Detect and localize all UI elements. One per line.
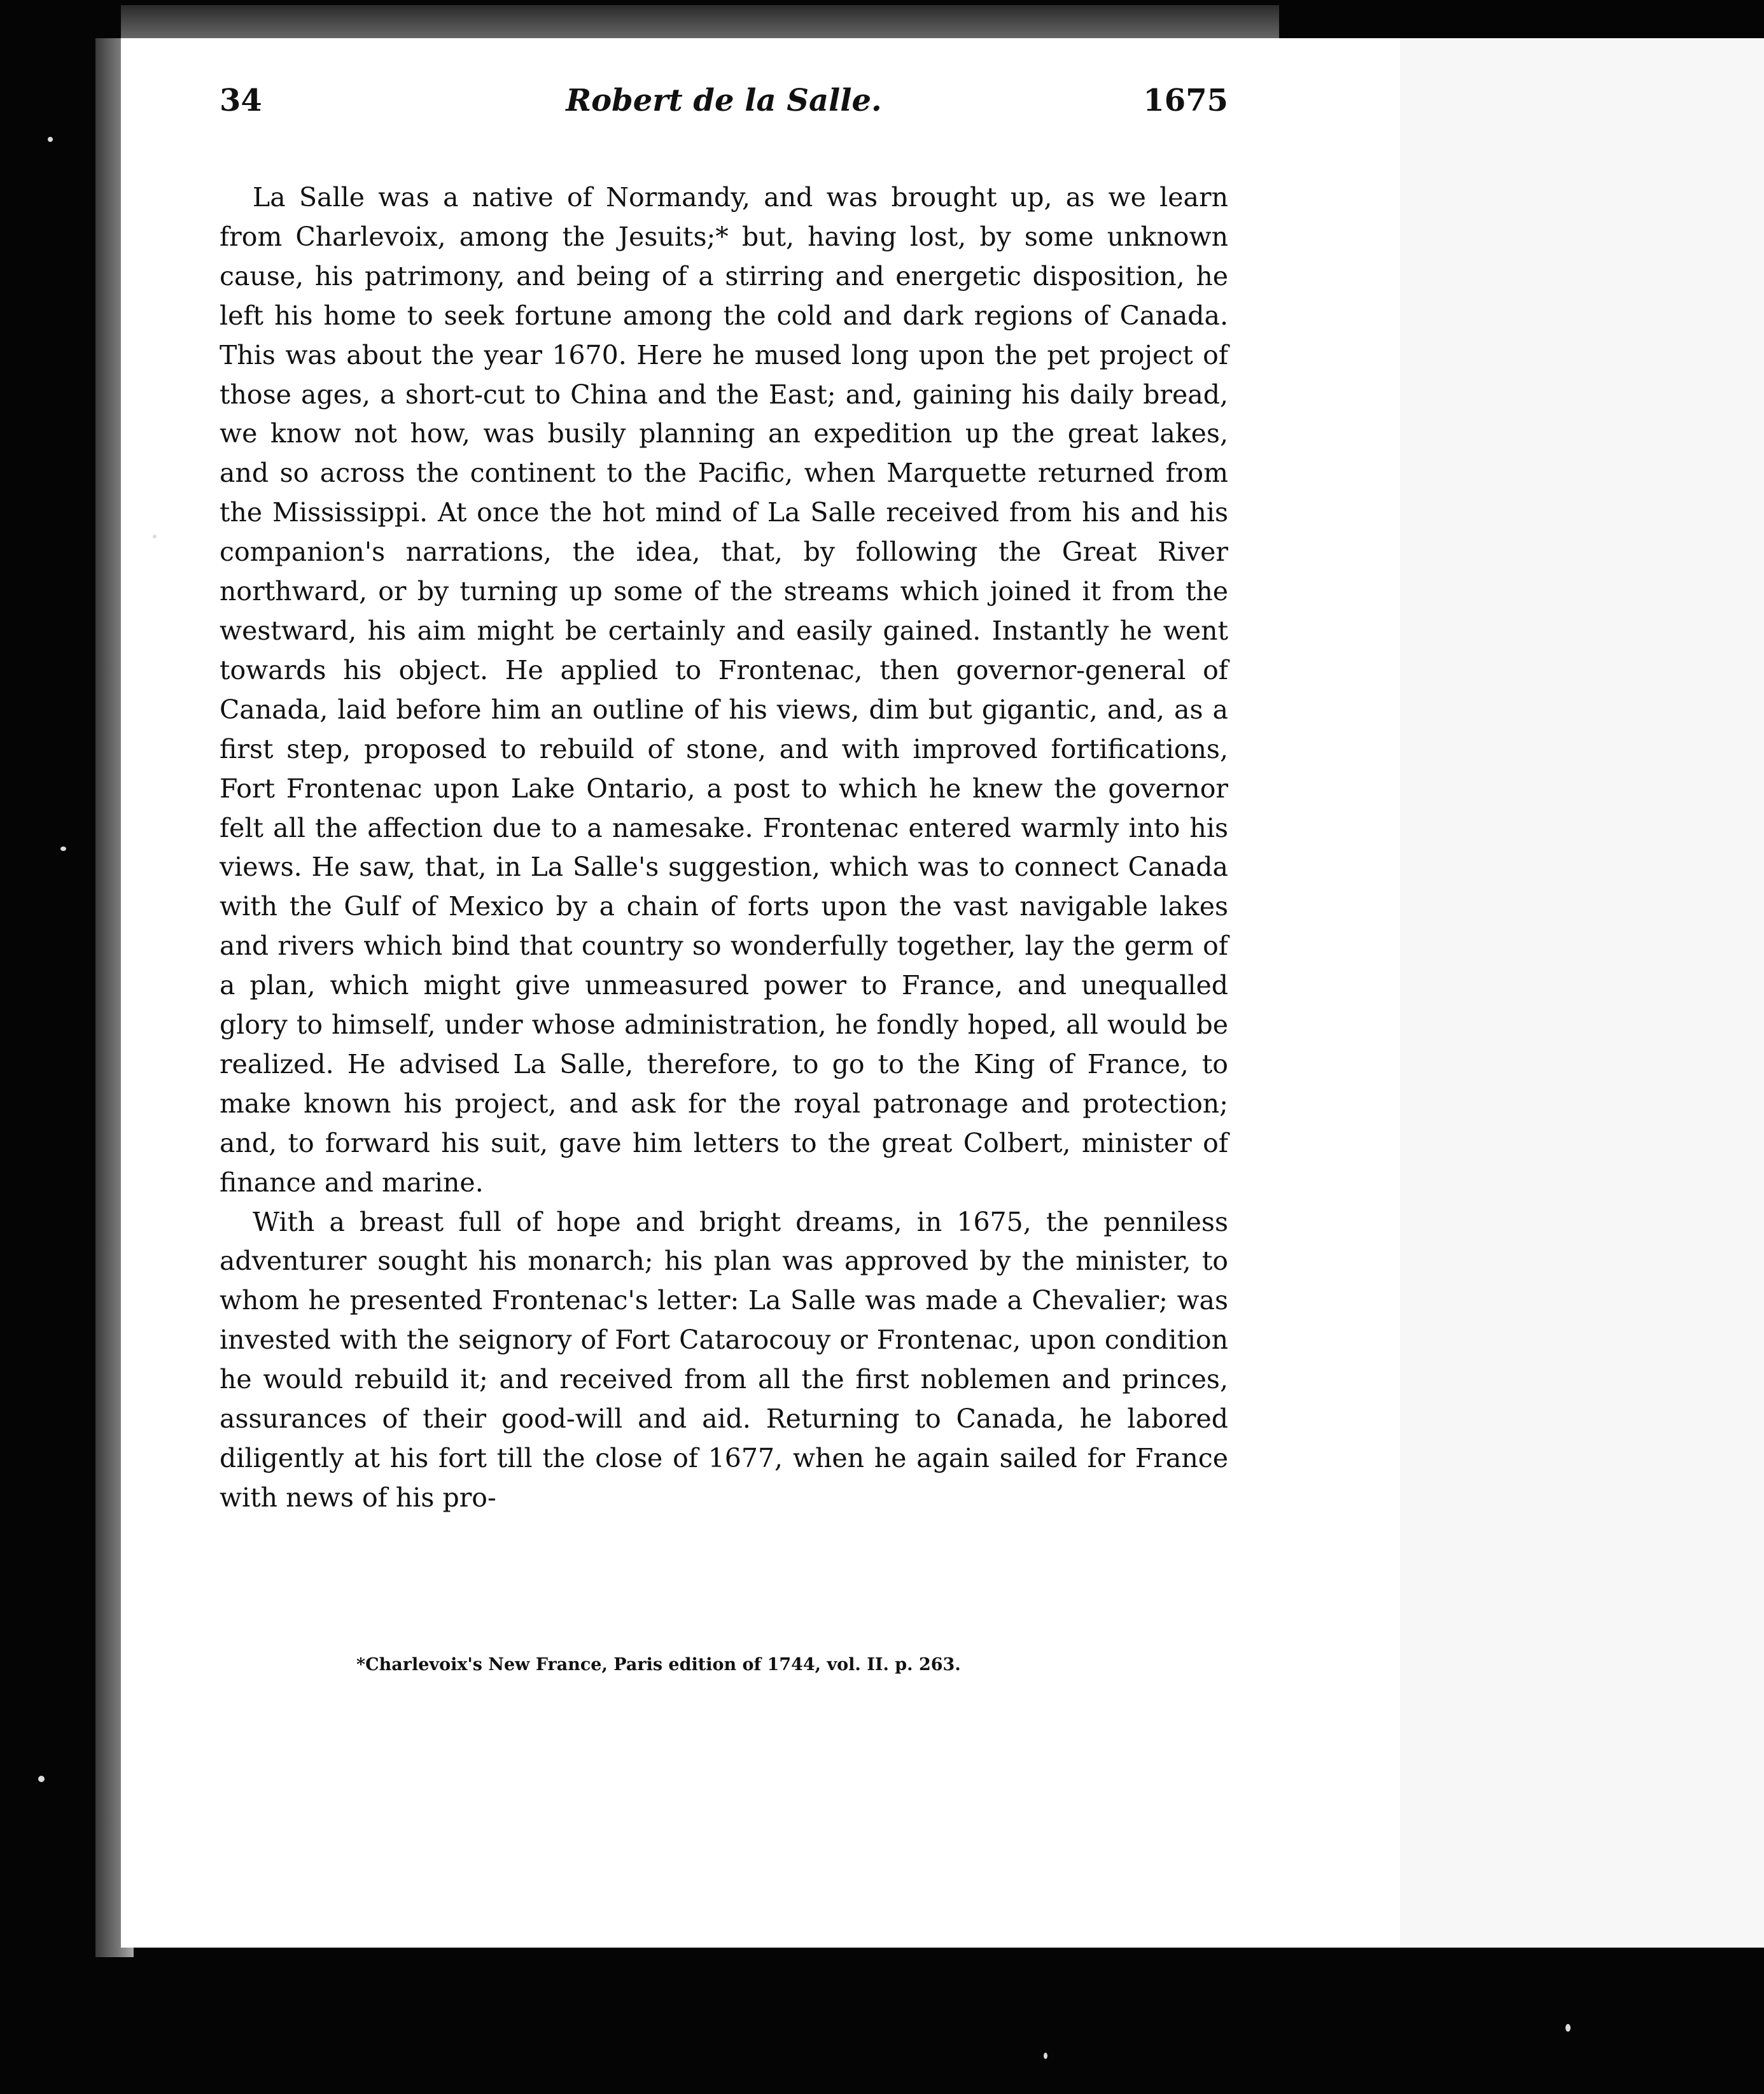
header-year: 1675: [1143, 83, 1228, 118]
running-title: Robert de la Salle.: [566, 83, 882, 118]
scan-speck: [153, 535, 157, 538]
footnote: *Charlevoix's New France, Paris edition of 1744, vol. II. p. 263.: [356, 1655, 961, 1675]
paragraph: La Salle was a native of Normandy, and was brought up, as we learn from Charlevoix, among the Jesuits;* but, having lost, by some unknown cause, his patrimony, and being of a stirring and energetic disposition, he left his home to seek fortune among the cold and dark regions of Canada. This was about the year 1670. Here he mused long upon the pet project of those ages, a short-cut to China and the East; and, gaining his daily bread, we know not how, was busily planning an expedition up the great lakes, and so across the continent to the Pacific, when Marquette returned from the Mississippi. At once the hot mind of La Salle received from his and his companion's narrations, the idea, that, by following the Great River northward, or by turning up some of the streams which joined it from the westward, his aim might be certainly and easily gained. Instantly he went towards his object. He applied to Frontenac, then governor-general of Canada, laid before him an outline of his views, dim but gigantic, and, as a first step, proposed to rebuild of stone, and with improved fortifications, Fort Frontenac upon Lake Ontario, a post to which he knew the governor felt all the affection due to a namesake. Frontenac entered warmly into his views. He saw, that, in La Salle's suggestion, which was to connect Canada with the Gulf of Mexico by a chain of forts upon the vast navigable lakes and rivers which bind that country so wonderfully together, lay the germ of a plan, which might give unmeasured power to France, and unequalled glory to himself, under whose administration, he fondly hoped, all would be realized. He advised La Salle, therefore, to go to the King of France, to make known his project, and ask for the royal patronage and protection; and, to forward his suit, gave him letters to the great Colbert, minister of finance and marine.: [220, 182, 1228, 1198]
page-header: [220, 83, 1228, 140]
body-text: [220, 178, 1228, 1518]
scan-speck: [60, 847, 66, 851]
scan-speck: [1044, 2053, 1047, 2059]
scan-speck: [1565, 2024, 1571, 2032]
page-edge-top: [121, 5, 1279, 43]
page-right-margin: [1400, 38, 1764, 1948]
scan-speck: [48, 137, 53, 142]
scan-speck: [38, 1776, 45, 1782]
page-number: 34: [220, 83, 262, 118]
paragraph: With a breast full of hope and bright dreams, in 1675, the penniless adventurer sought his monarch; his plan was approved by the minister, to whom he presented Frontenac's letter: La Salle was made a Chevalier; was invested with the seignory of Fort Catarocouy or Frontenac, upon condition he would rebuild it; and received from all the first noblemen and princes, assurances of their good-will and aid. Returning to Canada, he labored diligently at his fort till the close of 1677, when he again sailed for France with news of his pro-: [220, 1206, 1228, 1513]
